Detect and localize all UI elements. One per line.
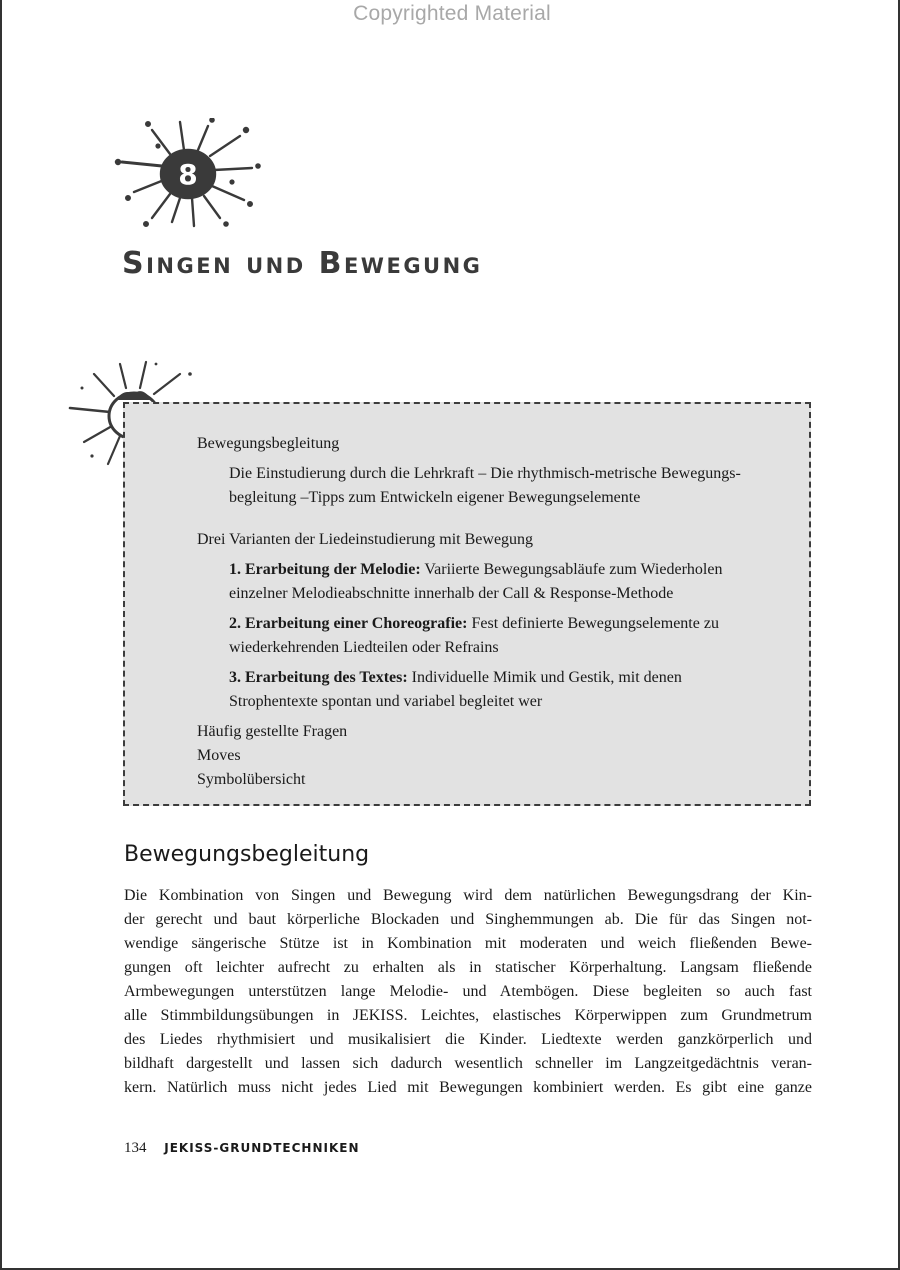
toc-item-fragen: Häufig gestellte Fragen xyxy=(197,723,348,740)
toc-item-varianten: Drei Varianten der Liedeinstudierung mit Bewegung xyxy=(197,531,534,548)
body-paragraph xyxy=(124,884,812,1100)
toc-subitems-line: begleitung –Tipps zum Entwickeln eigener Bewegungselemente xyxy=(229,489,641,506)
page-number: 134 xyxy=(124,1140,147,1156)
chapter-title: Singen und Bewegung xyxy=(122,246,483,281)
variant-2-text-cont: wiederkehrenden Liedteilen oder Refrains xyxy=(229,639,499,656)
body-line: kern. Natürlich muss nicht jedes Lied mit Bewegungen kombiniert werden. Es gibt eine ganze xyxy=(124,1079,812,1096)
toc-item-bewegungsbegleitung: Bewegungsbegleitung xyxy=(197,435,340,452)
toc-variant-2 xyxy=(229,612,719,635)
chapter-number-splash-icon xyxy=(112,118,262,228)
body-line: alle Stimmbildungsübungen in JEKISS. Leichtes, elastisches Körperwippen zum Grundmetrum xyxy=(124,1007,812,1024)
body-line: bildhaft dargestellt und lassen sich dadurch wesentlich schneller im Langzeitgedächtnis veran- xyxy=(124,1055,812,1072)
variant-3-text: Individuelle Mimik und Gestik, mit denen xyxy=(407,669,682,686)
body-line: der gerecht und baut körperliche Blockaden und Singhemmungen ab. Die für das Singen not- xyxy=(124,911,812,928)
variant-1-title: 1. Erarbeitung der Melodie: xyxy=(229,561,421,578)
body-line: wendige sängerische Stütze ist in Kombination mit moderaten und weich fließenden Bewe- xyxy=(124,935,812,952)
copyright-watermark: Copyrighted Material xyxy=(353,2,551,25)
body-line: Armbewegungen unterstützen lange Melodie- und Atembögen. Diese begleiten so auch fast xyxy=(124,983,812,1000)
toc-variant-1 xyxy=(229,558,722,581)
toc-variant-3 xyxy=(229,666,682,689)
variant-2-text: Fest definierte Bewegungselemente zu xyxy=(467,615,719,632)
variant-3-text-cont: Strophentexte spontan und variabel begleitet wer xyxy=(229,693,543,710)
chapter-contents-box xyxy=(123,402,811,806)
variant-3-title: 3. Erarbeitung des Textes: xyxy=(229,669,408,686)
variant-1-text: Variierte Bewegungsabläufe zum Wiederholen xyxy=(420,561,723,578)
body-line: des Liedes rhythmisiert und musikalisiert die Kinder. Liedtexte werden ganzkörperlich und xyxy=(124,1031,812,1048)
toc-item-symbole: Symbolübersicht xyxy=(197,771,306,788)
toc-subitems-line: Die Einstudierung durch die Lehrkraft – Die rhythmisch-metrische Bewegungs- xyxy=(229,465,741,482)
page-footer xyxy=(124,1140,360,1157)
variant-2-title: 2. Erarbeitung einer Choreografie: xyxy=(229,615,468,632)
body-line: gungen oft leichter aufrecht zu erhalten als in statischer Körperhaltung. Langsam fließende xyxy=(124,959,812,976)
running-title: JEKISS-GRUNDTECHNIKEN xyxy=(164,1141,360,1155)
variant-1-text-cont: einzelner Melodieabschnitte innerhalb der Call & Response-Methode xyxy=(229,585,674,602)
chapter-number: 8 xyxy=(178,158,198,191)
body-line: Die Kombination von Singen und Bewegung wird dem natürlichen Bewegungsdrang der Kin- xyxy=(124,887,812,904)
toc-item-moves: Moves xyxy=(197,747,241,764)
section-heading: Bewegungsbegleitung xyxy=(124,842,370,867)
